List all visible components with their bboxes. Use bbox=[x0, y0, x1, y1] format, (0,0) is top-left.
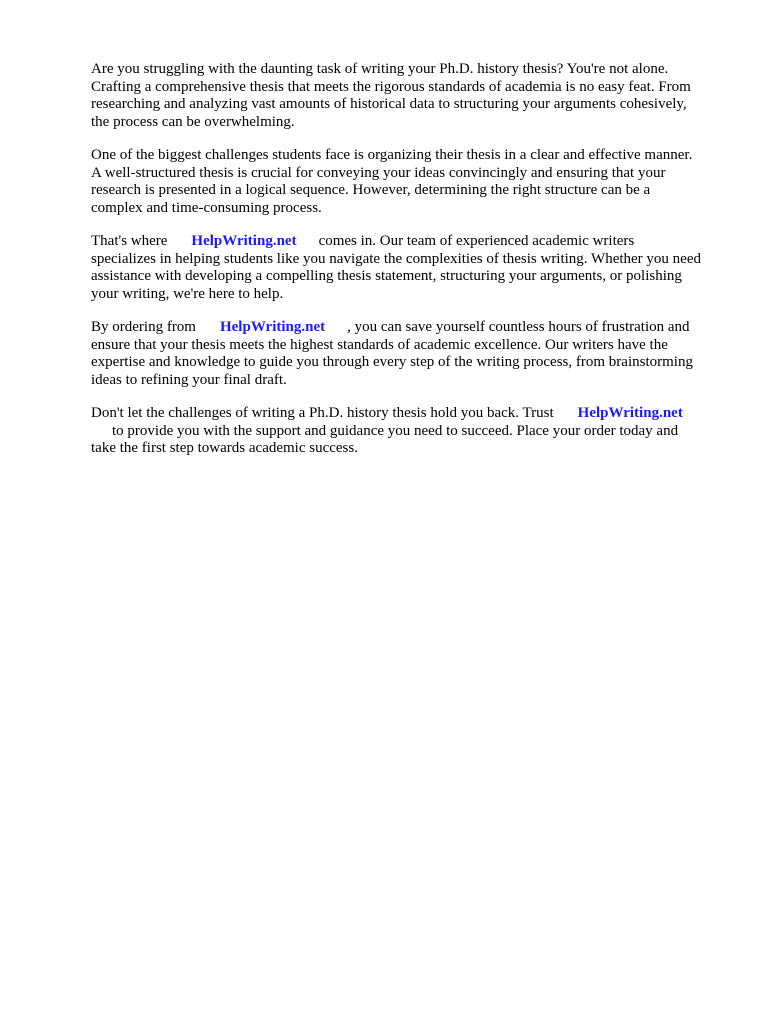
text-fragment: to provide you with the support and guidance you need to succeed. Place your order today and bbox=[112, 422, 679, 439]
text-line: A well-structured thesis is crucial for conveying your ideas convincingly and ensuring that your bbox=[91, 164, 666, 181]
paragraph-ordering bbox=[91, 319, 731, 389]
text-line: your writing, we're here to help. bbox=[91, 285, 284, 302]
text-fragment: comes in. Our team of experienced academic writers bbox=[318, 233, 635, 249]
text-line: the process can be overwhelming. bbox=[91, 113, 295, 130]
text-line: expertise and knowledge to guide you through every step of the writing process, from brainstorming bbox=[91, 354, 693, 370]
paragraph-intro bbox=[91, 61, 731, 131]
text-fragment: That's where bbox=[91, 233, 168, 249]
text-line: take the first step towards academic success. bbox=[91, 440, 358, 456]
paragraph-service bbox=[91, 233, 731, 303]
text-line: research is presented in a logical sequence. However, determining the right structure can be a bbox=[91, 182, 651, 198]
text-fragment: Don't let the challenges of writing a Ph.D. history thesis hold you back. Trust bbox=[91, 405, 554, 421]
text-line bbox=[91, 233, 731, 251]
text-line: ensure that your thesis meets the highest standards of academic excellence. Our writers have the bbox=[91, 336, 668, 353]
text-line: ideas to refining your final draft. bbox=[91, 371, 287, 388]
text-line: Are you struggling with the daunting task of writing your Ph.D. history thesis? You're not alone. bbox=[91, 61, 669, 77]
text-line bbox=[91, 319, 731, 337]
text-line bbox=[91, 405, 731, 423]
text-line: One of the biggest challenges students face is organizing their thesis in a clear and effective manner. bbox=[91, 147, 693, 163]
helpwriting-link[interactable]: HelpWriting.net bbox=[191, 233, 297, 249]
helpwriting-link[interactable]: HelpWriting.net bbox=[577, 405, 683, 421]
text-line bbox=[91, 423, 731, 441]
text-line: specializes in helping students like you navigate the complexities of thesis writing. Whether you need bbox=[91, 250, 701, 267]
document-body bbox=[91, 61, 731, 474]
paragraph-structure bbox=[91, 147, 731, 217]
text-line: complex and time-consuming process. bbox=[91, 199, 322, 216]
text-line: Crafting a comprehensive thesis that meets the rigorous standards of academia is no easy feat. From bbox=[91, 78, 691, 95]
text-line: researching and analyzing vast amounts of historical data to structuring your arguments cohesively, bbox=[91, 96, 687, 112]
helpwriting-link[interactable]: HelpWriting.net bbox=[219, 319, 326, 335]
text-line: assistance with developing a compelling thesis statement, structuring your arguments, or polishing bbox=[91, 268, 682, 284]
text-fragment: By ordering from bbox=[91, 319, 196, 335]
text-fragment: , you can save yourself countless hours of frustration and bbox=[347, 319, 690, 335]
paragraph-closing bbox=[91, 405, 731, 458]
